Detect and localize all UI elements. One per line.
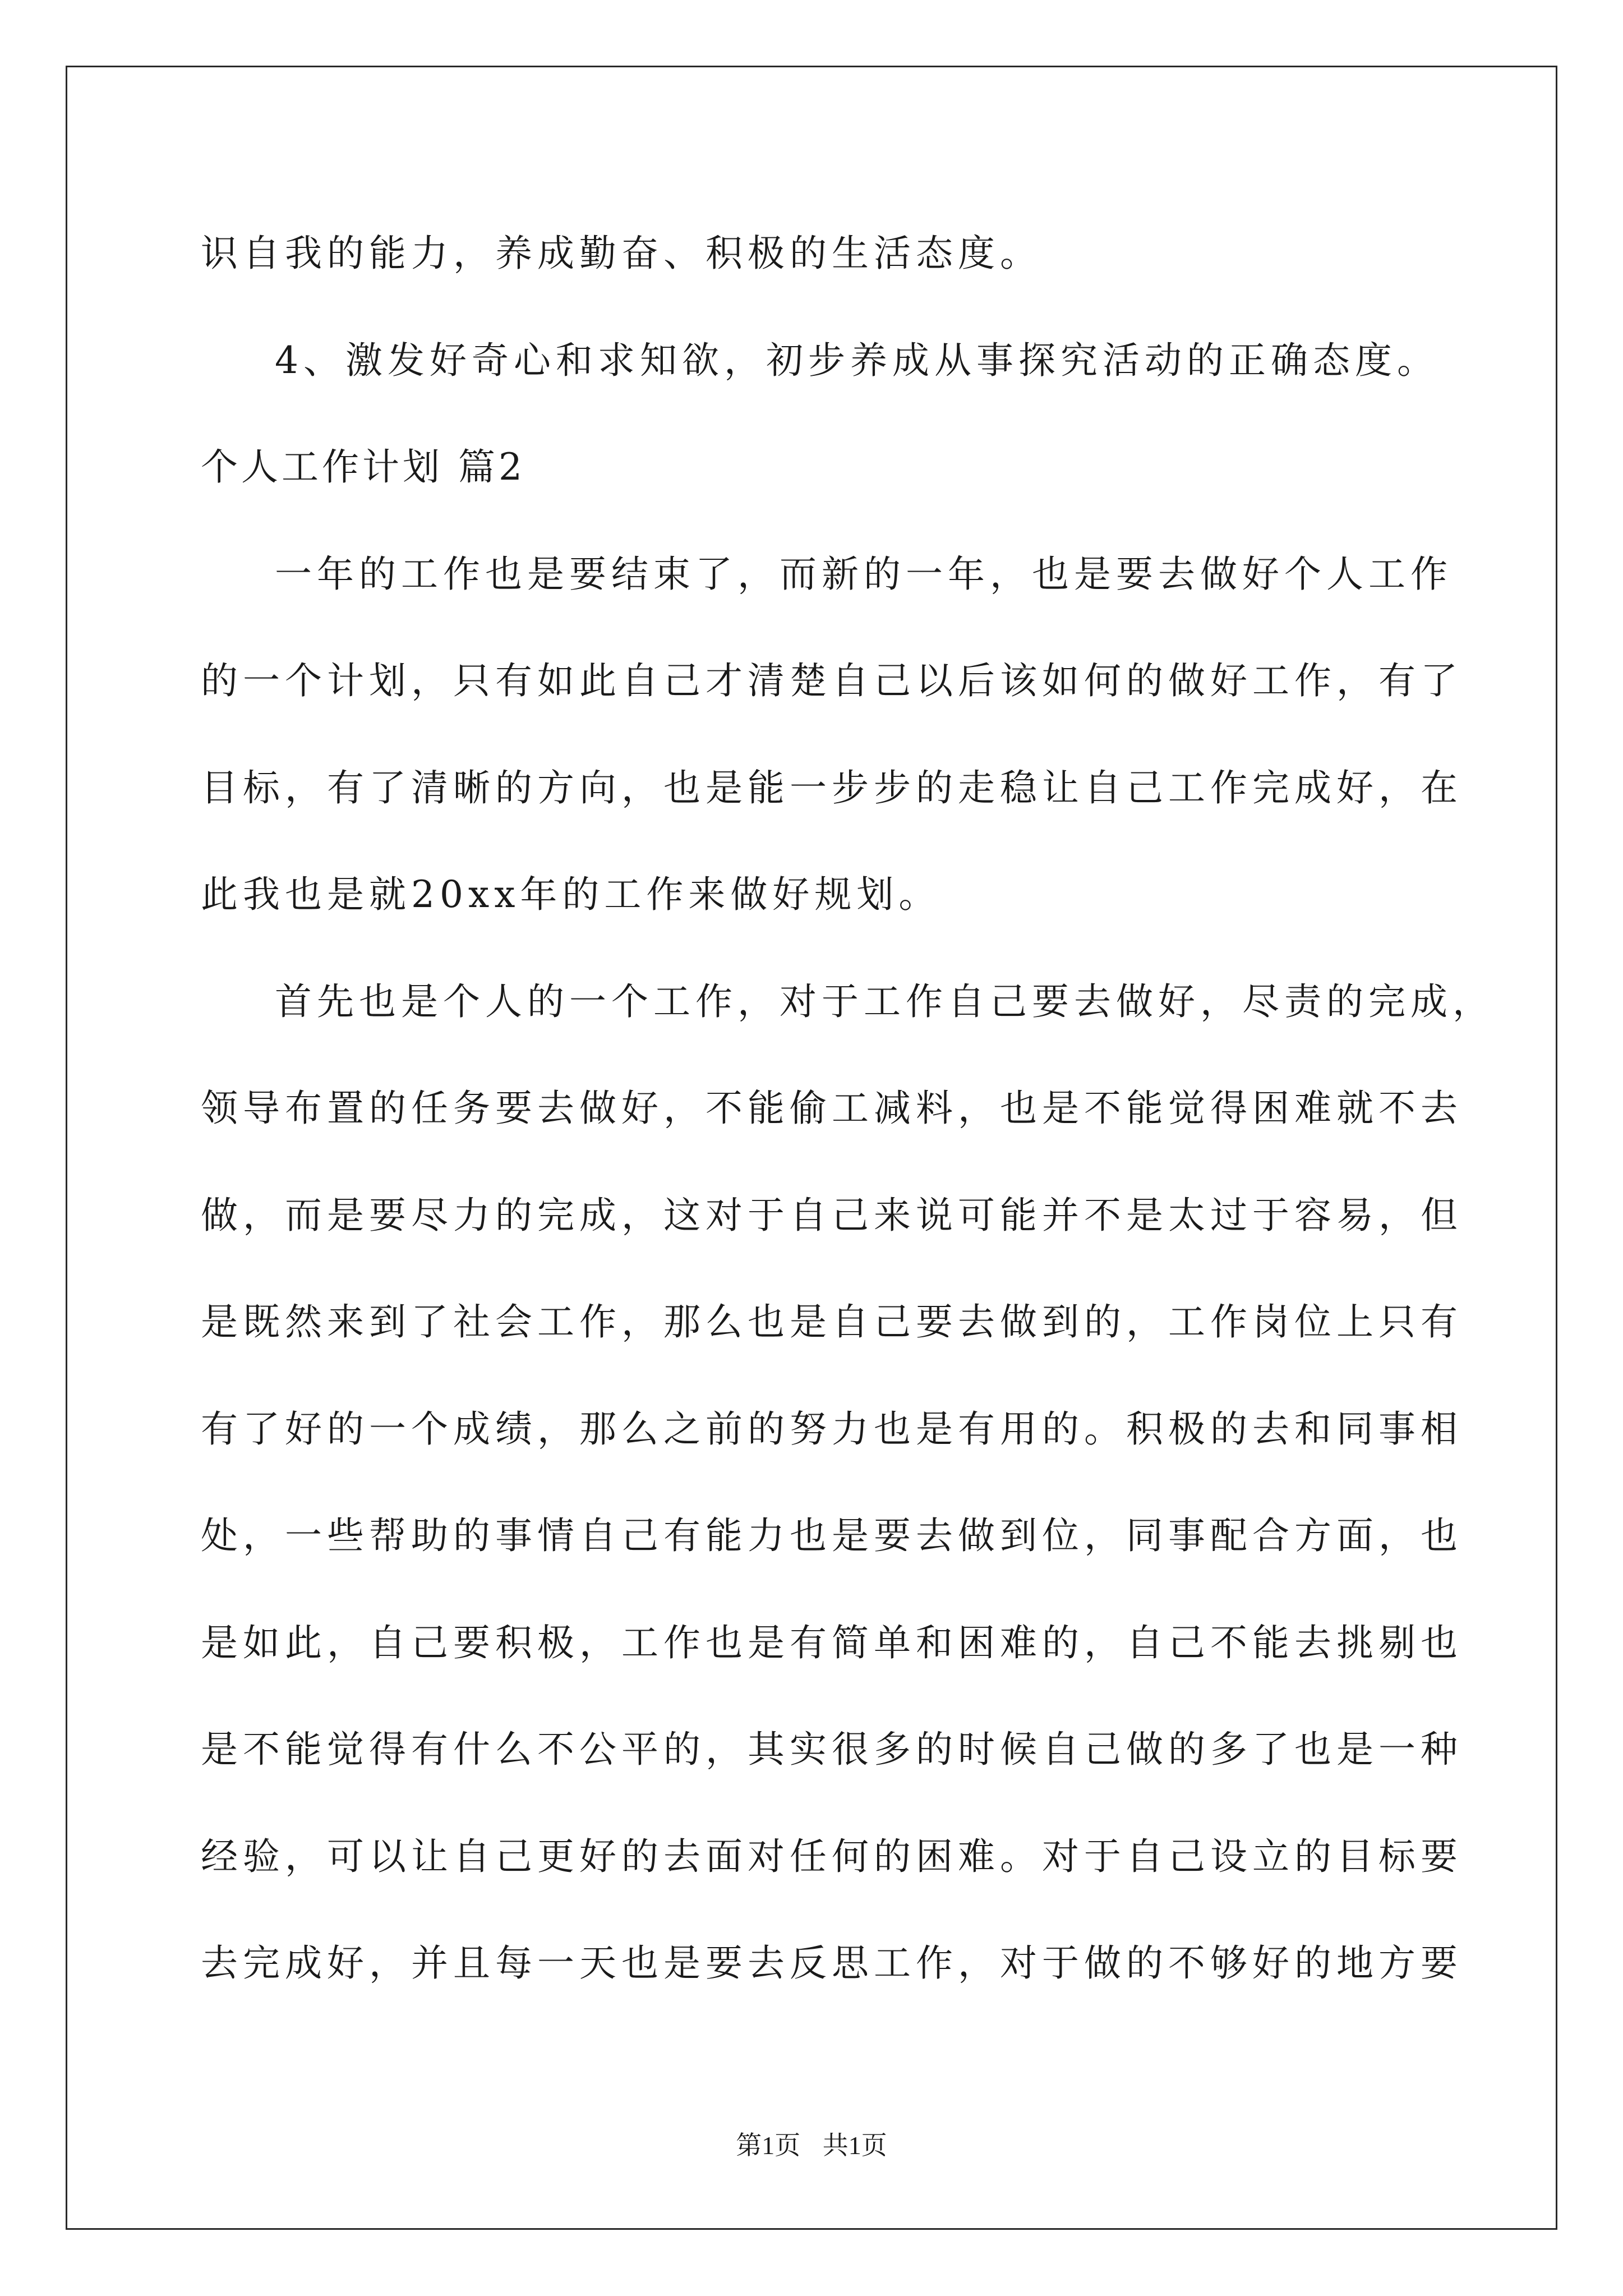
- paragraph-line: 有了好的一个成绩，那么之前的努力也是有用的。积极的去和同事相: [201, 1407, 1463, 1451]
- paragraph-line: 目标，有了清晰的方向，也是能一步步的走稳让自己工作完成好，在: [201, 766, 1463, 809]
- paragraph-line: 4、激发好奇心和求知欲，初步养成从事探究活动的正确态度。: [275, 339, 1439, 382]
- paragraph-line: 领导布置的任务要去做好，不能偷工减料，也是不能觉得困难就不去: [201, 1087, 1463, 1130]
- paragraph-line: 此我也是就20xx年的工作来做好规划。: [201, 873, 941, 916]
- page-number-total: 共1页: [822, 2131, 887, 2160]
- paragraph-line: 做，而是要尽力的完成，这对于自己来说可能并不是太过于容易，但: [201, 1194, 1463, 1237]
- paragraph-line: 是如此，自己要积极，工作也是有简单和困难的，自己不能去挑剔也: [201, 1621, 1463, 1664]
- section-heading: 个人工作计划 篇2: [201, 445, 525, 489]
- page-number-current: 第1页: [736, 2131, 801, 2160]
- paragraph-line: 一年的工作也是要结束了，而新的一年，也是要去做好个人工作: [275, 553, 1453, 596]
- paragraph-line: 经验，可以让自己更好的去面对任何的困难。对于自己设立的目标要: [201, 1835, 1463, 1878]
- paragraph-line: 首先也是个人的一个工作，对于工作自己要去做好，尽责的完成，: [275, 980, 1495, 1023]
- page-border: [66, 66, 1557, 2230]
- paragraph-line: 处，一些帮助的事情自己有能力也是要去做到位，同事配合方面，也: [201, 1514, 1463, 1557]
- paragraph-line: 是不能觉得有什么不公平的，其实很多的时候自己做的多了也是一种: [201, 1728, 1463, 1771]
- page-footer: [0, 2129, 1623, 2162]
- paragraph-line: 的一个计划，只有如此自己才清楚自己以后该如何的做好工作，有了: [201, 659, 1463, 702]
- paragraph-line: 去完成好，并且每一天也是要去反思工作，对于做的不够好的地方要: [201, 1941, 1463, 1985]
- paragraph-line: 识自我的能力，养成勤奋、积极的生活态度。: [201, 232, 1042, 275]
- paragraph-line: 是既然来到了社会工作，那么也是自己要去做到的，工作岗位上只有: [201, 1300, 1463, 1343]
